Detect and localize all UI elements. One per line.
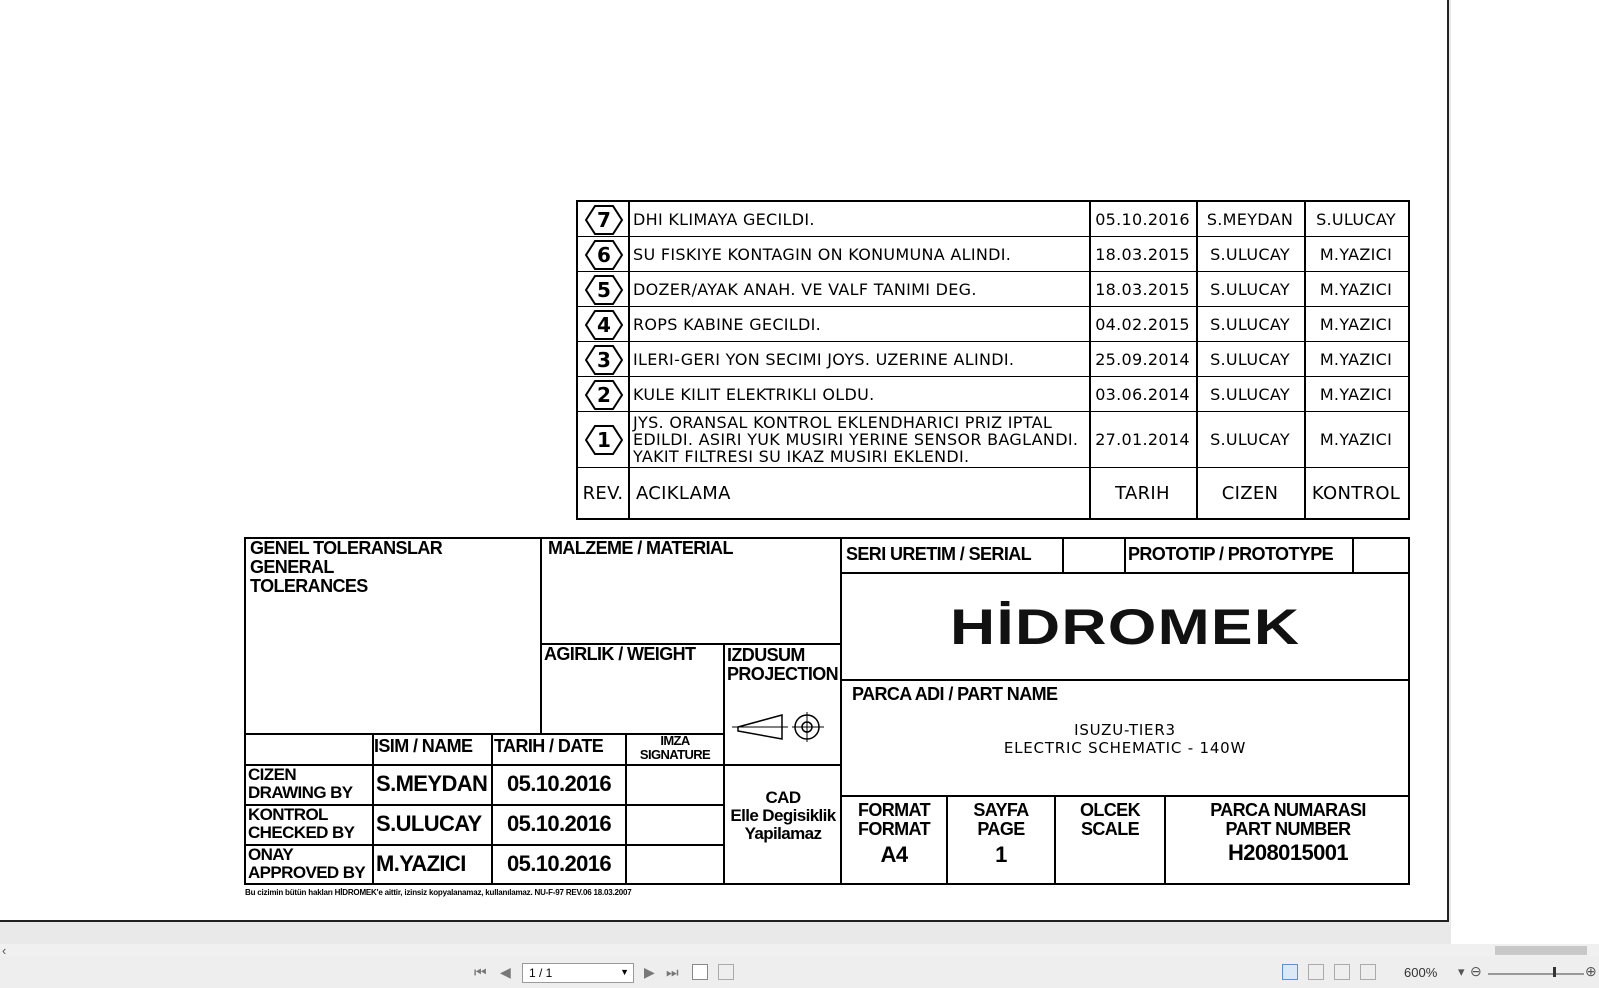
- tolerances-label: GENEL TOLERANSLAR GENERAL TOLERANCES: [250, 538, 443, 596]
- signoff-role-line: ONAY: [248, 845, 294, 864]
- revision-header-drawn: CIZEN: [1221, 482, 1279, 504]
- prev-page-icon[interactable]: ◀: [500, 964, 511, 980]
- col-date-header: TARIH / DATE: [494, 736, 604, 756]
- divider: [491, 733, 493, 885]
- prototype-label: PROTOTIP / PROTOTYPE: [1128, 544, 1334, 564]
- projection-label: IZDUSUM PROJECTION: [727, 645, 839, 684]
- revision-date: 18.03.2015: [1095, 244, 1190, 264]
- signoff-role: [248, 806, 354, 842]
- format-value: A4: [880, 842, 908, 867]
- divider: [1124, 539, 1126, 572]
- two-page-icon[interactable]: [1334, 964, 1350, 980]
- revision-number: 7: [597, 207, 611, 232]
- chevron-down-icon[interactable]: ▼: [620, 967, 629, 977]
- divider: [1062, 539, 1064, 572]
- signoff-date: 05.10.2016: [506, 851, 612, 876]
- revision-row: [578, 237, 1408, 272]
- footer-note: Bu cizimin bütün hakları HİDROMEK'e aittir, izinsiz kopyalanamaz, kullanılamaz. NU-F-97 REV.06 18.03.2007: [245, 888, 632, 897]
- signoff-role: [248, 846, 365, 882]
- revision-number: 2: [597, 382, 611, 407]
- revision-number: 3: [597, 347, 611, 372]
- revision-checked-by: M.YAZICI: [1319, 430, 1393, 449]
- revision-number: 1: [597, 428, 611, 452]
- col-sign-header: IMZA SIGNATURE: [639, 733, 711, 762]
- zoom-dropdown-icon[interactable]: ▾: [1458, 964, 1465, 979]
- page-view-icon[interactable]: [692, 964, 708, 980]
- revision-number: 4: [597, 312, 611, 337]
- revision-row: [578, 342, 1408, 377]
- signoff-name: M.YAZICI: [376, 851, 466, 876]
- revision-drawn-by: S.ULUCAY: [1210, 244, 1290, 264]
- revision-description: [633, 377, 1086, 411]
- divider: [840, 795, 1410, 797]
- revision-description-line: YAKIT FILTRESI SU IKAZ MUSIRI EKLENDI.: [633, 447, 970, 466]
- zoom-level: 600%: [1404, 965, 1438, 980]
- revision-drawn-by: S.ULUCAY: [1210, 279, 1290, 299]
- continuous-page-icon[interactable]: [1308, 964, 1324, 980]
- revision-table: [576, 200, 1410, 520]
- revision-description-line: ILERI-GERI YON SECIMI JOYS. UZERINE ALINDI.: [633, 349, 1015, 369]
- divider: [625, 733, 627, 885]
- signoff-role-line: CHECKED BY: [248, 823, 355, 842]
- revision-date: 04.02.2015: [1095, 314, 1190, 334]
- revision-checked-by: M.YAZICI: [1319, 349, 1393, 369]
- single-page-icon[interactable]: [1282, 964, 1298, 980]
- revision-description-line: EDILDI. ASIRI YUK MUSIRI YERINE SENSOR BAGLANDI.: [633, 430, 1079, 449]
- revision-number-badge: [584, 274, 624, 306]
- signoff-role: [248, 766, 353, 802]
- scale-label: OLCEK SCALE: [1079, 800, 1140, 839]
- revision-checked-by: M.YAZICI: [1319, 279, 1393, 299]
- column-divider: [1196, 202, 1198, 518]
- part-number-label: PARCA NUMARASI PART NUMBER: [1210, 800, 1366, 839]
- revision-row: [578, 377, 1408, 412]
- col-name-header: ISIM / NAME: [374, 736, 473, 756]
- book-view-icon[interactable]: [1360, 964, 1376, 980]
- title-block: [244, 537, 1410, 885]
- revision-description-line: KULE KILIT ELEKTRIKLI OLDU.: [633, 384, 875, 404]
- revision-drawn-by: S.ULUCAY: [1210, 314, 1290, 334]
- revision-description: [633, 412, 1086, 467]
- projection-symbol-icon: [730, 707, 834, 747]
- material-label: MALZEME / MATERIAL: [548, 538, 733, 558]
- serial-label: SERI URETIM / SERIAL: [846, 544, 1032, 564]
- zoom-in-icon[interactable]: ⊕: [1585, 963, 1597, 979]
- signoff-role-line: CIZEN: [248, 765, 297, 784]
- revision-checked-by: M.YAZICI: [1319, 314, 1393, 334]
- part-name-label: PARCA ADI / PART NAME: [852, 684, 1058, 704]
- revision-header-rev: REV.: [582, 482, 624, 504]
- revision-number: 5: [597, 277, 611, 302]
- revision-number: 6: [597, 242, 611, 267]
- viewer-margin: [1451, 0, 1599, 944]
- column-divider: [628, 202, 630, 518]
- copy-page-icon[interactable]: [718, 964, 734, 980]
- weight-label: AGIRLIK / WEIGHT: [544, 644, 696, 664]
- divider: [540, 539, 542, 733]
- signoff-name: S.MEYDAN: [376, 771, 488, 796]
- revision-description-line: DHI KLIMAYA GECILDI.: [633, 209, 815, 229]
- column-divider: [1089, 202, 1091, 518]
- revision-row: [578, 412, 1408, 468]
- revision-checked-by: M.YAZICI: [1319, 244, 1393, 264]
- signoff-role-line: DRAWING BY: [248, 783, 353, 802]
- cad-note: CAD Elle Degisiklik Yapilamaz: [730, 788, 836, 843]
- revision-date: 27.01.2014: [1095, 430, 1190, 449]
- divider: [840, 572, 1410, 574]
- revision-drawn-by: S.MEYDAN: [1206, 209, 1294, 229]
- revision-drawn-by: S.ULUCAY: [1210, 384, 1290, 404]
- revision-date: 25.09.2014: [1095, 349, 1190, 369]
- signoff-role-line: KONTROL: [248, 805, 328, 824]
- zoom-slider-handle[interactable]: [1553, 967, 1556, 977]
- part-name: ISUZU-TIER3 ELECTRIC SCHEMATIC - 140W: [1003, 721, 1247, 757]
- revision-description-line: SU FISKIYE KONTAGIN ON KONUMUNA ALINDI.: [633, 244, 1012, 264]
- divider: [840, 679, 1410, 681]
- divider: [1352, 539, 1354, 572]
- revision-header-desc: ACIKLAMA: [636, 482, 731, 504]
- last-page-icon[interactable]: ⏭: [666, 964, 679, 980]
- first-page-icon[interactable]: ⏮: [474, 964, 487, 980]
- page-label: SAYFA PAGE: [973, 800, 1029, 839]
- revision-checked-by: M.YAZICI: [1319, 384, 1393, 404]
- next-page-icon[interactable]: ▶: [644, 964, 655, 980]
- revision-description: [633, 307, 1086, 341]
- revision-description: [633, 272, 1086, 306]
- zoom-slider[interactable]: [1488, 973, 1584, 975]
- page-number-input[interactable]: 1 / 1 ▼: [522, 963, 634, 983]
- revision-header-date: TARIH: [1115, 482, 1170, 504]
- revision-description: [633, 202, 1086, 236]
- revision-description-line: JYS. ORANSAL KONTROL EKLENDHARICI PRIZ IPTAL: [633, 413, 1053, 432]
- revision-description: [633, 342, 1086, 376]
- revision-header-checked: KONTROL: [1311, 482, 1401, 504]
- horizontal-scrollbar[interactable]: [0, 944, 1599, 956]
- revision-description: [633, 237, 1086, 271]
- signoff-date: 05.10.2016: [506, 811, 612, 836]
- signoff-role-line: APPROVED BY: [248, 863, 366, 882]
- scrollbar-thumb[interactable]: [1495, 946, 1587, 955]
- revision-drawn-by: S.ULUCAY: [1210, 349, 1290, 369]
- revision-number-badge: [584, 379, 624, 411]
- revision-header-row: [578, 468, 1408, 518]
- revision-row: [578, 202, 1408, 237]
- revision-date: 18.03.2015: [1095, 279, 1190, 299]
- column-divider: [1304, 202, 1306, 518]
- zoom-out-icon[interactable]: ⊖: [1470, 963, 1482, 979]
- part-number: H208015001: [1227, 840, 1348, 865]
- signoff-date: 05.10.2016: [506, 771, 612, 796]
- revision-number-badge: [584, 344, 624, 376]
- revision-number-badge: [584, 424, 624, 456]
- company-logo: HİDROMEK: [949, 599, 1301, 655]
- revision-row: [578, 307, 1408, 342]
- revision-drawn-by: S.ULUCAY: [1210, 430, 1290, 449]
- revision-checked-by: S.ULUCAY: [1316, 209, 1396, 229]
- format-label: FORMAT FORMAT: [857, 800, 931, 839]
- signoff-name: S.ULUCAY: [376, 811, 482, 836]
- revision-description-line: DOZER/AYAK ANAH. VE VALF TANIMI DEG.: [633, 279, 977, 299]
- revision-number-badge: [584, 239, 624, 271]
- scroll-left-icon[interactable]: ‹: [2, 943, 7, 958]
- revision-number-badge: [584, 204, 624, 236]
- revision-number-badge: [584, 309, 624, 341]
- revision-date: 05.10.2016: [1095, 209, 1190, 229]
- page-value: 1: [995, 842, 1007, 867]
- revision-description-line: ROPS KABINE GECILDI.: [633, 314, 822, 334]
- revision-row: [578, 272, 1408, 307]
- revision-date: 03.06.2014: [1095, 384, 1190, 404]
